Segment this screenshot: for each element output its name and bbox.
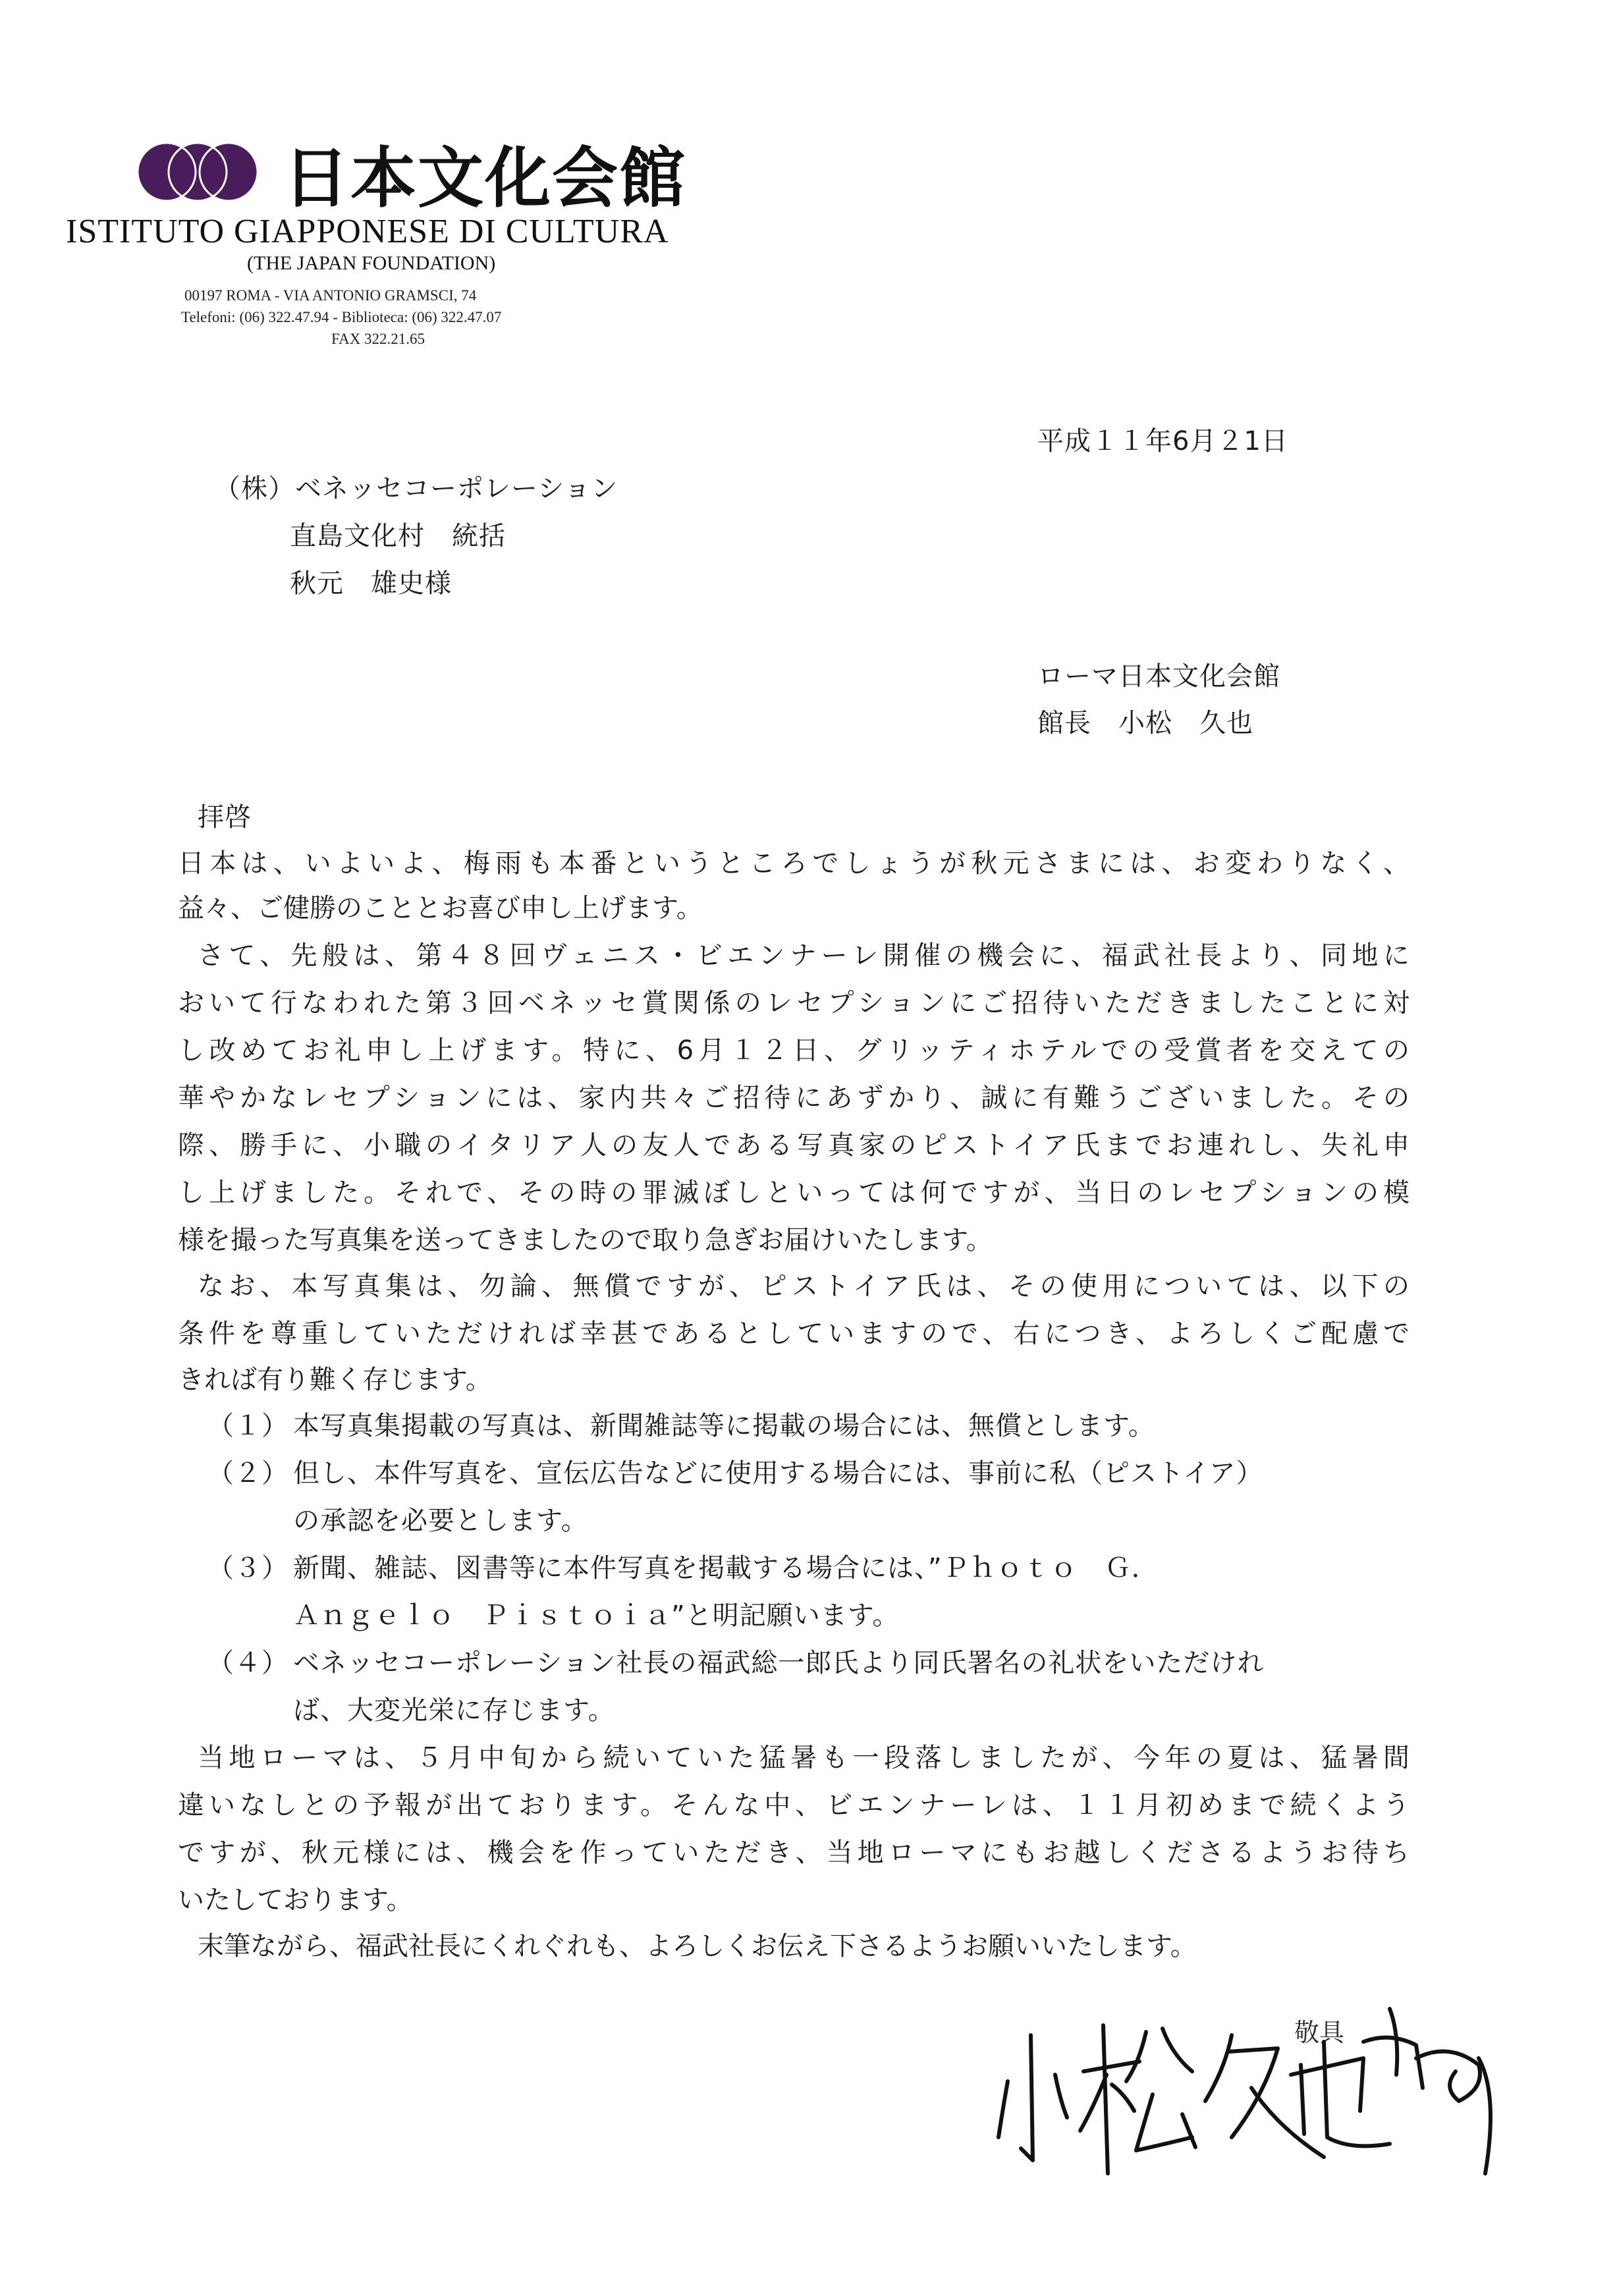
recipient-company: （株）ベネッセコーポレーション (214, 474, 618, 504)
institution-subtitle: (THE JAPAN FOUNDATION) (247, 252, 496, 274)
fax-line: FAX 322.21.65 (331, 331, 425, 347)
body-line: 当地ローマは、５月中旬から続いていた猛暑も一段落しましたが、今年の夏は、猛暑間 (198, 1743, 1410, 1773)
body-line: きれば有り難く存じます。 (178, 1365, 492, 1395)
logo-title-japanese: 日本文化会館 (283, 139, 686, 217)
sender-title-name: 館長 小松 久也 (1037, 708, 1253, 738)
condition-text: ベネッセコーポレーション社長の福武総一郎氏より同氏署名の礼状をいただけれ (293, 1648, 1265, 1678)
condition-number: （１） (207, 1411, 288, 1441)
body-line: 違いなしとの予報が出ております。そんな中、ビエンナーレは、１１月初めまで続くよう (178, 1790, 1410, 1820)
condition-text: 新聞、雑誌、図書等に本件写真を掲載する場合には、”Ｐｈｏｔｏ Ｇ． (293, 1553, 1159, 1583)
body-line: し上げました。それで、その時の罪滅ぼしといっては何ですが、当日のレセプションの模 (178, 1178, 1410, 1208)
body-line: 際、勝手に、小職のイタリア人の友人である写真家のピストイア氏までお連れし、失礼申 (178, 1130, 1410, 1161)
condition-text: の承認を必要とします。 (293, 1506, 588, 1536)
three-overlapping-circles-logo (135, 135, 260, 209)
condition-text: Ａｎｇｅｌｏ Ｐｉｓｔｏｉａ”と明記願います。 (293, 1600, 900, 1631)
condition-text: 本写真集掲載の写真は、新聞雑誌等に掲載の場合には、無償とします。 (293, 1411, 1155, 1441)
body-line: いたしております。 (178, 1885, 413, 1915)
body-line: し改めてお礼申し上げます。特に、6月１２日、グリッティホテルでの受賞者を交えての (178, 1035, 1410, 1066)
body-line: ですが、秋元様には、機会を作っていただき、当地ローマにもお越しくださるようお待ち (178, 1838, 1410, 1868)
complimentary-close: 敬具 (1294, 2018, 1345, 2047)
address-line: 00197 ROMA - VIA ANTONIO GRAMSCI, 74 (184, 287, 477, 304)
body-line: さて、先般は、第４８回ヴェニス・ビエンナーレ開催の機会に、福武社長より、同地に (198, 941, 1410, 971)
salutation: 拝啓 (198, 802, 252, 833)
condition-text: 但し、本件写真を、宣伝広告などに使用する場合には、事前に私（ピストイア） (293, 1458, 1263, 1489)
body-line: 益々、ご健勝のこととお喜び申し上げます。 (178, 893, 703, 923)
body-line: 様を撮った写真集を送ってきましたので取り急ぎお届けいたします。 (178, 1225, 993, 1255)
condition-number: （３） (207, 1553, 288, 1583)
condition-text: ば、大変光栄に存じます。 (293, 1695, 615, 1726)
body-line: 条件を尊重していただければ幸甚であるとしていますので、右につき、よろしくご配慮で (178, 1319, 1410, 1349)
body-line: 日本は、いよいよ、梅雨も本番というところでしょうが秋元さまには、お変わりなく、 (178, 848, 1410, 879)
letter-date: 平成１１年6月２1日 (1037, 426, 1288, 456)
handwritten-signature (995, 1996, 1508, 2187)
condition-number: （２） (207, 1458, 288, 1489)
body-line: 華やかなレセプションには、家内共々ご招待にあずかり、誠に有難うございました。その (178, 1083, 1410, 1113)
body-line: 末筆ながら、福武社長にくれぐれも、よろしくお伝え下さるようお願いいたします。 (198, 1931, 1197, 1961)
body-line: おいて行なわれた第３回ベネッセ賞関係のレセプションにご招待いただきましたことに対 (178, 988, 1410, 1018)
recipient-name: 秋元 雄史様 (290, 568, 452, 599)
sender-organization: ローマ日本文化会館 (1037, 661, 1280, 692)
recipient-position: 直島文化村 統括 (290, 521, 506, 551)
condition-number: （４） (207, 1648, 288, 1678)
institution-name: ISTITUTO GIAPPONESE DI CULTURA (66, 213, 669, 250)
body-line: なお、本写真集は、勿論、無償ですが、ピストイア氏は、その使用については、以下の (198, 1271, 1410, 1301)
phone-line: Telefoni: (06) 322.47.94 - Biblioteca: (06) 322.47.07 (181, 309, 502, 325)
